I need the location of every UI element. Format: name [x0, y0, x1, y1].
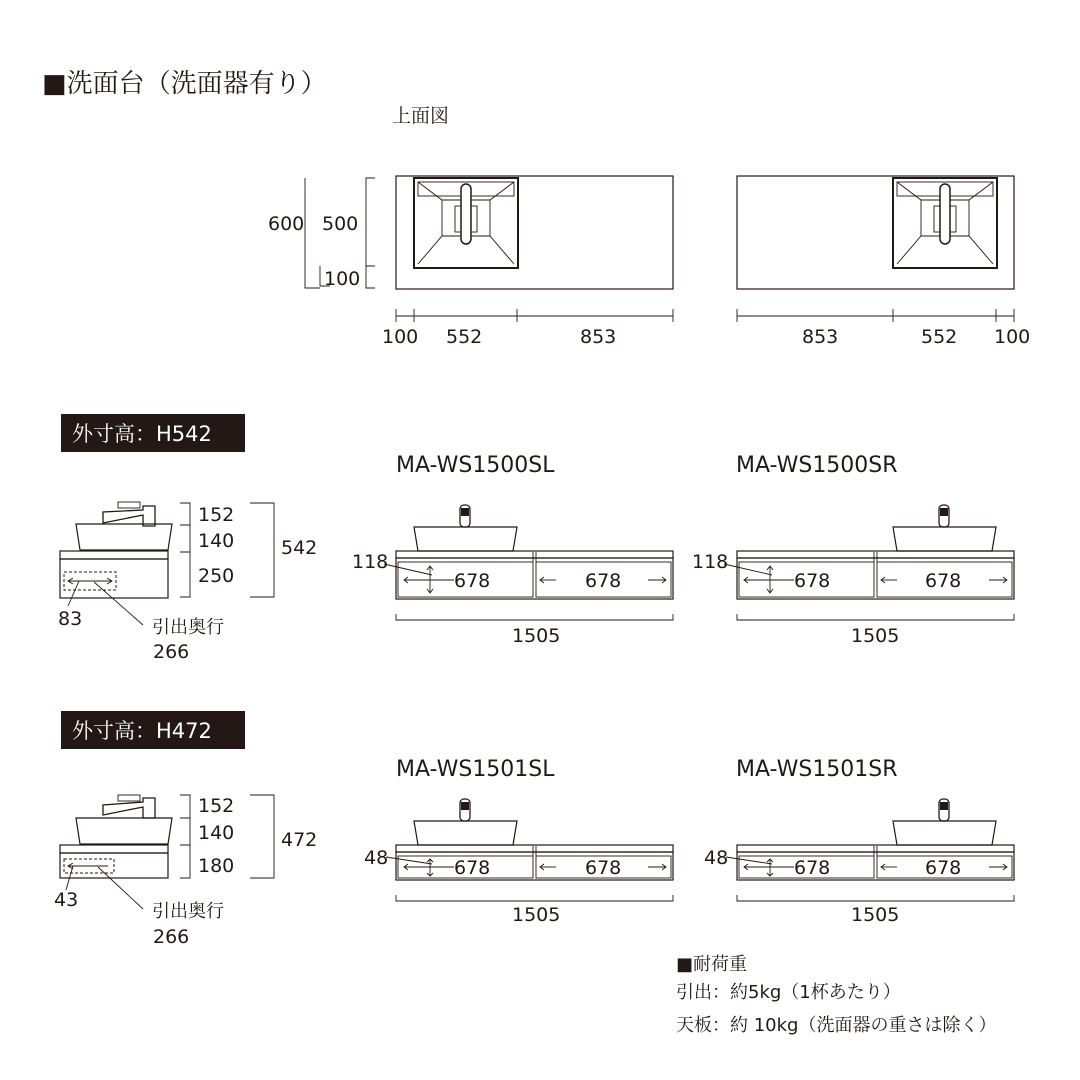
total-width: 1505 [851, 904, 900, 926]
total-width: 1505 [512, 904, 561, 926]
drawer-height: 118 [352, 551, 389, 573]
page-title: ■洗面台（洗面器有り） [42, 69, 327, 99]
top-view-left-plan [396, 176, 673, 289]
section-h542 [58, 414, 1014, 663]
drawer-width-left: 678 [454, 570, 491, 592]
load-heading: ■耐荷重 [676, 954, 748, 975]
model-name: MA-WS1501SR [736, 757, 898, 782]
model-front-view [692, 453, 1014, 647]
drawer-height: 48 [364, 847, 389, 869]
height-band-label: 外寸高：H542 [72, 422, 212, 446]
top-view-right-plan [737, 176, 1014, 289]
dim-cabinet: 250 [198, 565, 235, 587]
drawer-width-left: 678 [794, 857, 831, 879]
dim-depth-100: 100 [324, 268, 361, 290]
dim-cabinet: 180 [198, 855, 235, 877]
load-capacity-notes [676, 954, 996, 1036]
drawer-width-right: 678 [925, 857, 962, 879]
drawer-width-left: 678 [794, 570, 831, 592]
load-top: 天板：約 10kg（洗面器の重さは除く） [676, 1015, 997, 1036]
basin-top-right [893, 178, 997, 268]
total-width: 1505 [512, 625, 561, 647]
load-drawer: 引出：約5kg（1杯あたり） [676, 982, 901, 1003]
dim-drawer-inset: 83 [58, 608, 83, 630]
drawer-width-left: 678 [454, 857, 491, 879]
total-width: 1505 [851, 625, 900, 647]
model-front-view [704, 757, 1014, 926]
model-front-view [352, 453, 673, 647]
pull-depth-value: 266 [153, 641, 190, 663]
model-name: MA-WS1501SL [396, 757, 555, 782]
drawer-width-right: 678 [585, 857, 622, 879]
dim-total-height: 542 [281, 537, 318, 559]
drawer-height: 48 [704, 847, 729, 869]
dim-faucet: 152 [198, 504, 235, 526]
dim-drawer-inset: 43 [54, 889, 79, 911]
dim-faucet: 152 [198, 795, 235, 817]
pull-depth-label: 引出奥行 [152, 617, 224, 638]
dim-depth-600: 600 [268, 213, 305, 235]
basin-top-left [414, 178, 518, 268]
dim-bowl: 140 [198, 530, 235, 552]
dim-left-100: 100 [382, 326, 419, 348]
dim-depth-500: 500 [322, 213, 359, 235]
model-name: MA-WS1500SL [396, 453, 555, 478]
depth-dimensions [268, 178, 375, 290]
drawer-height: 118 [692, 551, 729, 573]
top-view-label: 上面図 [392, 105, 450, 127]
dim-left-853: 853 [580, 326, 617, 348]
height-band-label: 外寸高：H472 [72, 719, 212, 743]
side-view-h542 [60, 502, 172, 625]
pull-depth-label: 引出奥行 [152, 901, 224, 922]
plan-width-dimensions [382, 309, 1030, 348]
pull-depth-value: 266 [153, 926, 190, 948]
dim-left-552: 552 [446, 326, 483, 348]
drawer-width-right: 678 [585, 570, 622, 592]
drawer-width-right: 678 [925, 570, 962, 592]
dim-total-height: 472 [281, 829, 318, 851]
dim-right-100: 100 [994, 326, 1031, 348]
model-name: MA-WS1500SR [736, 453, 898, 478]
model-front-view [364, 757, 673, 926]
section-h472 [54, 711, 1014, 948]
dim-right-552: 552 [921, 326, 958, 348]
dim-right-853: 853 [802, 326, 839, 348]
dim-bowl: 140 [198, 822, 235, 844]
